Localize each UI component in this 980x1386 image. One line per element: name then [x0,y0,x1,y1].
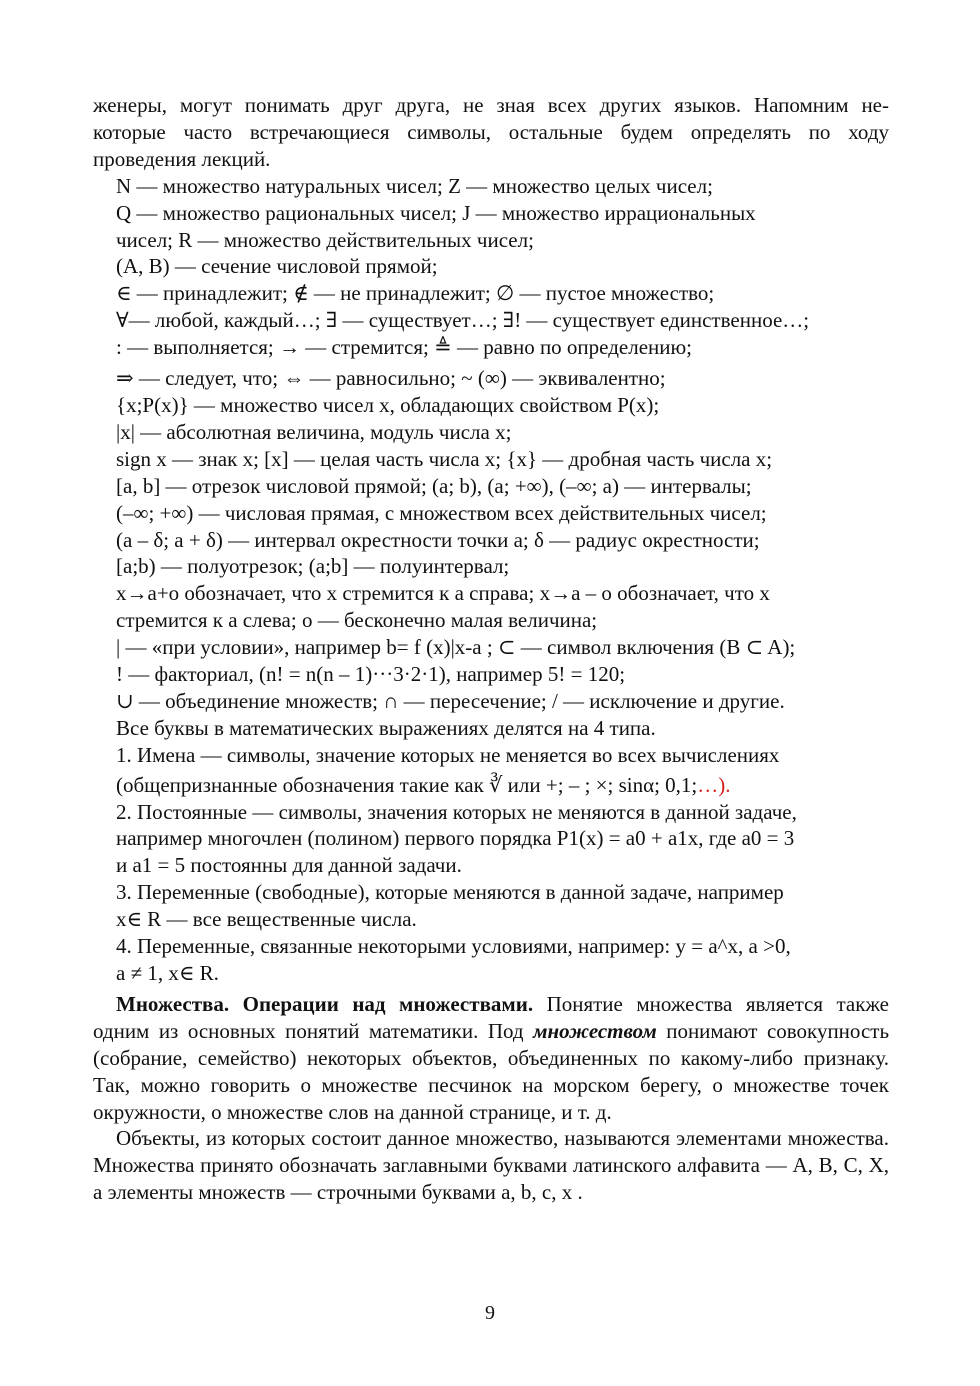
sets-paragraph-2: Объекты, из которых состоит данное множество, называются элементами множества. Множества принято обозначать заглавными буквами латинского алфавита — A, B, C, X, а элементы множеств — строчными буквами a, b, c, x . [93,1126,889,1205]
type-3-line-1: 3. Переменные (свободные), которые меняются в данной задаче, например [116,880,784,905]
intro-line-2: которые часто встречающиеся символы, остальные будем определять по ходу [93,119,889,144]
page-number: 9 [485,1302,495,1324]
type-2-line-1: 2. Постоянные — символы, значения которых не меняются в данной задаче, [116,799,797,824]
symbol-line: ⇒ — следует, что; ⇔ — равносильно; ~ (∞) — эквивалентно; [116,366,666,391]
symbol-line: [a, b] — отрезок числовой прямой; (a; b), (a; +∞), (–∞; a) — интервалы; [116,473,752,498]
symbol-line: ∪ — объединение множеств; ∩ — пересечение; / — исключение и другие. [116,688,785,713]
symbol-line: чисел; R — множество действительных чисел; [116,227,534,252]
symbol-line: |x| — абсолютная величина, модуль числа x; [116,419,512,444]
symbol-line: N — множество натуральных чисел; Z — множество целых чисел; [116,173,713,198]
type-4-line-1: 4. Переменные, связанные некоторыми условиями, например: y = a^x, a >0, [116,934,791,959]
symbol-line: : — выполняется; → — стремится; ≜ — равно по определению; [116,335,693,360]
type-1-line-2 [93,772,889,799]
symbol-line: {x;P(x)} — множество чисел x, обладающих свойством P(x); [116,392,660,417]
types-intro: Все буквы в математических выражениях делятся на 4 типа. [116,715,656,740]
type-1-red-ellipsis: …). [697,772,731,797]
symbol-line: (a – δ; a + δ) — интервал окрестности точки a; δ — радиус окрестности; [116,527,760,552]
type-1-line-1: 1. Имена — символы, значение которых не меняется во всех вычислениях [116,742,780,767]
sets-text-part-2: понимают совокупность (собрание, семейство) некоторых объектов, объединенных по какому-либо признаку. Так, можно говорить о множестве песчинок на морском берегу, о множестве точек окружности, о множестве слов на данной странице, и т. д. [93,1018,890,1124]
type-3-line-2: x∈ R — все вещественные числа. [116,907,417,932]
symbol-line: (A, B) — сечение числовой прямой; [116,254,438,279]
symbol-line: [a;b) — полуотрезок; (a;b] — полуинтервал; [116,554,510,579]
symbol-line: стремится к a слева; o — бесконечно малая величина; [116,608,598,633]
symbol-line: | — «при условии», например b= f (x)|x-a ; ⊂ — символ включения (B ⊂ A); [116,635,796,660]
page-body [93,92,889,1206]
type-4-line-2: a ≠ 1, x∈ R. [116,961,219,985]
symbol-line: ! — факториал, (n! = n(n – 1)···3·2·1), например 5! = 120; [116,662,626,687]
symbol-line: sign x — знак x; [x] — целая часть числа x; {x} — дробная часть числа x; [116,446,773,471]
intro-line-1: женеры, могут понимать друг друга, не зная всех других языков. Напомним не- [93,93,889,117]
sets-term: множеством [533,1018,657,1043]
symbol-line: ∈ — принадлежит; ∉ — не принадлежит; ∅ — пустое множество; [116,281,715,306]
sets-paragraph-1 [93,991,889,1126]
symbol-line: x→a+o обозначает, что x стремится к a справа; x→a – o обозначает, что x [116,581,770,606]
type-2-line-2: например многочлен (полином) первого порядка P1(x) = a0 + a1x, где a0 = 3 [116,826,795,851]
type-2-line-3: и a1 = 5 постоянны для данной задачи. [116,853,462,878]
type-1-text: (общепризнанные обозначения такие как ∛ или +; – ; ×; sinα; 0,1; [116,772,698,797]
symbol-line: (–∞; +∞) — числовая прямая, с множеством всех действительных чисел; [116,500,767,525]
symbol-line: ∀— любой, каждый…; ∃ — существует…; ∃! — существует единственное…; [116,308,810,333]
sets-text-part-1: Понятие множества является также одним из основных понятий математики. Под [93,991,890,1043]
symbol-line: Q — множество рациональных чисел; J — множество иррациональных [116,200,756,225]
intro-line-3: проведения лекций. [93,146,271,171]
sets-heading: Множества. Операции над множествами. [116,991,534,1016]
